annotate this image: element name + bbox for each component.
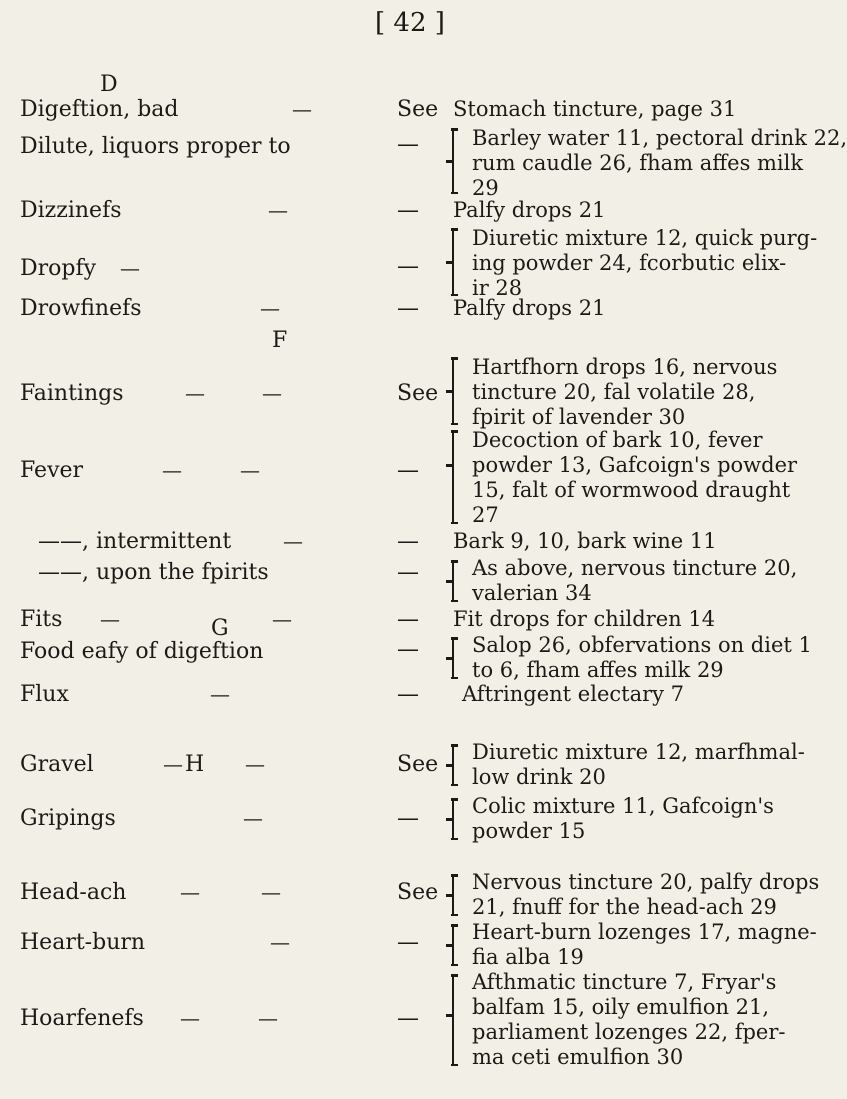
grouping-brace [452, 744, 462, 786]
entry-references: Diuretic mixture 12, marfhmal- low drink 20 [472, 740, 805, 789]
entry-term: Gravel [20, 752, 94, 777]
entry-references: Colic mixture 11, Gafcoign's powder 15 [472, 794, 774, 843]
entry-references: Barley water 11, pectoral drink 22, rum caudle 26, fham affes milk 29 [472, 126, 847, 200]
section-letter-f: F [272, 328, 288, 353]
entry-term: Dilute, liquors proper to [20, 134, 291, 159]
section-letter-d: D [100, 72, 118, 97]
entry-references: Hartfhorn drops 16, nervous tincture 20, fal volatile 28, fpirit of lavender 30 [472, 355, 778, 429]
grouping-brace [452, 228, 462, 296]
entry-references: Nervous tincture 20, palfy drops 21, fnuff for the head-ach 29 [472, 870, 820, 919]
grouping-brace [452, 357, 462, 425]
section-letter-h: H [185, 752, 205, 777]
see-label: — [397, 930, 419, 955]
grouping-brace [452, 128, 462, 194]
entry-references: Afthmatic tincture 7, Fryar's balfam 15, oily emulfion 21, parliament lozenges 22, fper- ma ceti emulfion 30 [472, 970, 786, 1069]
see-label: — [397, 296, 419, 321]
entry-references: Diuretic mixture 12, quick purg- ing powder 24, fcorbutic elix- ir 28 [472, 226, 818, 300]
grouping-brace [452, 924, 462, 966]
book-page: [ 42 ] D F G H Digeftion, bad — See Stomach tincture, page 31 Dilute, liquors proper to — Barley water 11, pectoral drink 22, rum caudle 26, fham affes milk 29 Dizzinefs — — Palfy drops 21 Dropfy — — Diuretic mixture 12, quick purg- ing powder 24, fcorbutic elix- ir 28 Drowfinefs — — Palfy drops 21 Faintings — — See Hartfhorn drops 16, nervous tincture 20, fal volatile 28, fpirit of lavender 30 Fever — — — Decoction of bark 10, fever powder 13, Gafcoign's powder 15, falt of wormwood draught 27 ——, intermittent — — Bark 9, 10, bark wine 11 ——, upon the fpirits — As above, nervous tincture 20, valerian 34 Fits — — — Fit drops for children 14 Food eafy of digeftion — Salop 26, obfervations on diet 1 to 6, fham affes milk 29 Flux — — Aftringent electary 7 Gravel — — See Diuretic mixture 12, marfhmal- low drink 20 Gripings — — Colic mixture 11, Gafcoign's powder 15 Head-ach — — See Nervous tincture 20, palfy drops 21, fnuff for the head-ach 29 Heart-burn — — Heart-burn lozenges 17, magne- fia alba 19 Hoarfenefs — — — Afthmatic tincture 7, Fryar's balfam 15, oily emulfion 21, parliament lozenges 22, fper- ma ceti emulfion 30 [20, 8, 847, 1069]
grouping-brace [452, 560, 462, 602]
entry-term: Drowfinefs [20, 296, 142, 321]
see-label: — [397, 637, 419, 662]
see-label: See [397, 381, 439, 406]
entry-term: Fits [20, 607, 63, 632]
grouping-brace [452, 637, 462, 679]
entry-term: ——, upon the fpirits [38, 560, 269, 585]
entry-term: Food eafy of digeftion [20, 639, 264, 664]
grouping-brace [452, 430, 462, 524]
see-label: — [397, 254, 419, 279]
entry-references: Bark 9, 10, bark wine 11 [453, 529, 717, 553]
entry-term: Faintings [20, 381, 124, 406]
see-label: — [397, 198, 419, 223]
entry-references: As above, nervous tincture 20, valerian 34 [472, 556, 798, 605]
see-label: — [397, 682, 419, 707]
entry-term: Dropfy [20, 256, 97, 281]
see-label: — [397, 607, 419, 632]
dash-leader: — [292, 97, 312, 121]
see-label: — [397, 806, 419, 831]
entry-term: Hoarfenefs [20, 1006, 144, 1031]
entry-references: Palfy drops 21 [453, 198, 606, 222]
entry-references [453, 97, 773, 122]
entry-references: Salop 26, obfervations on diet 1 to 6, fham affes milk 29 [472, 633, 812, 682]
see-label: See [397, 880, 439, 905]
entry-references: Palfy drops 21 [453, 296, 606, 320]
see-label: — [397, 529, 419, 554]
entry-term: Fever [20, 458, 84, 483]
see-label: — [397, 560, 419, 585]
see-label: — [397, 1006, 419, 1031]
entry-term: Flux [20, 682, 69, 707]
entry-term: Head-ach [20, 880, 127, 905]
see-label: — [397, 132, 419, 157]
entry-references: Heart-burn lozenges 17, magne- fia alba 19 [472, 920, 817, 969]
entry-term: ——, intermittent [38, 529, 232, 554]
page-number: [ 42 ] [375, 8, 445, 38]
grouping-brace [452, 974, 462, 1066]
entry-references: Fit drops for children 14 [453, 607, 716, 631]
see-label: See [397, 752, 439, 777]
entry-references: Decoction of bark 10, fever powder 13, Gafcoign's powder 15, falt of wormwood draught 27 [472, 428, 798, 527]
entry-term: Digeftion, bad [20, 97, 179, 122]
see-label: — [397, 458, 419, 483]
entry-term: Gripings [20, 806, 116, 831]
entry-term: Heart-burn [20, 930, 146, 955]
see-label: See [397, 97, 439, 122]
grouping-brace [452, 874, 462, 916]
entry-references: Aftringent electary 7 [462, 682, 685, 706]
grouping-brace [452, 798, 462, 840]
section-letter-g: G [211, 616, 229, 641]
reference-line: Stomach tincture, page 31 [453, 97, 737, 121]
entry-term: Dizzinefs [20, 198, 122, 223]
